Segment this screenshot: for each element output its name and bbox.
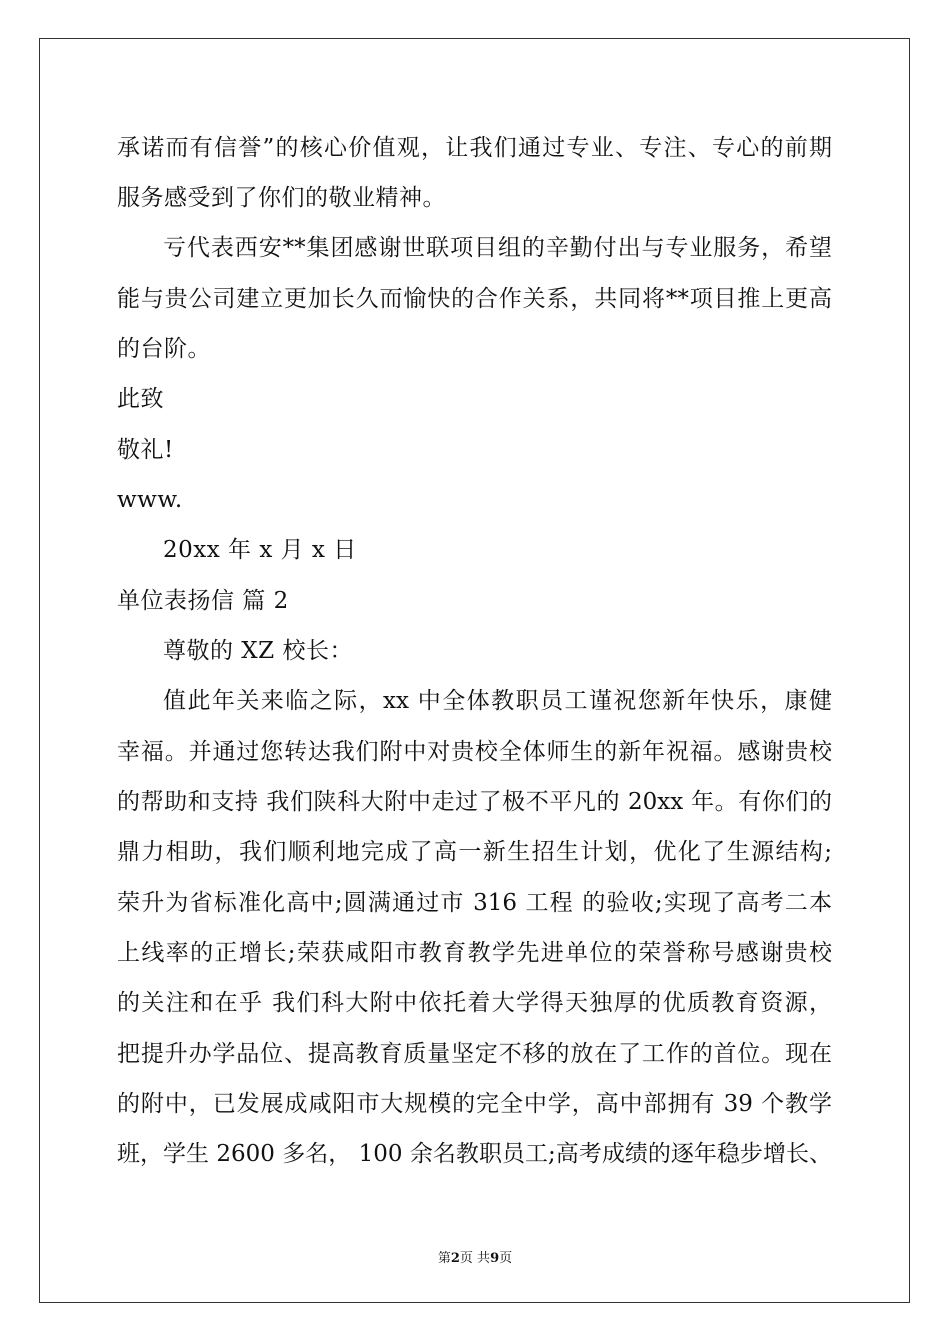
paragraph-line: 上线率的正增长;荣获咸阳市教育教学先进单位的荣誉称号感谢贵校	[117, 940, 832, 966]
website-line: www.	[117, 487, 183, 513]
paragraph-line: 服务感受到了你们的敬业精神。	[117, 185, 446, 211]
paragraph-line: 能与贵公司建立更加长久而愉快的合作关系，共同将**项目推上更高	[117, 286, 832, 312]
closing-line: 敬礼!	[117, 437, 174, 463]
paragraph-line: 班，学生 2600 多名， 100 余名教职员工;高考成绩的逐年稳步增长、	[117, 1141, 832, 1167]
closing-line: 此致	[117, 386, 164, 412]
paragraph-line: 的关注和在乎 我们科大附中依托着大学得天独厚的优质教育资源，	[117, 990, 832, 1016]
paragraph-line: 的台阶。	[117, 336, 211, 362]
footer-mid: 页 共	[459, 1251, 491, 1266]
date-line: 20xx 年 x 月 x 日	[163, 537, 357, 563]
section-heading: 单位表扬信 篇 2	[117, 588, 289, 614]
paragraph-line: 幸福。并通过您转达我们附中对贵校全体师生的新年祝福。感谢贵校	[117, 739, 832, 765]
paragraph-line: 的附中，已发展成咸阳市大规模的完全中学，高中部拥有 39 个教学	[117, 1091, 832, 1117]
salutation: 尊敬的 XZ 校长：	[163, 638, 353, 664]
paragraph-line: 的帮助和支持 我们陕科大附中走过了极不平凡的 20xx 年。有你们的	[117, 789, 832, 815]
page-footer	[0, 1247, 950, 1266]
footer-suffix: 页	[499, 1251, 513, 1266]
paragraph-line: 承诺而有信誉”的核心价值观，让我们通过专业、专注、专心的前期	[117, 135, 832, 161]
total-page-number: 9	[490, 1251, 500, 1266]
footer-prefix: 第	[437, 1251, 451, 1266]
current-page-number: 2	[450, 1251, 460, 1266]
paragraph-line: 亏代表西安**集团感谢世联项目组的辛勤付出与专业服务，希望	[163, 235, 832, 261]
paragraph-line: 鼎力相助，我们顺利地完成了高一新生招生计划，优化了生源结构;	[117, 839, 832, 865]
paragraph-line: 把提升办学品位、提高教育质量坚定不移的放在了工作的首位。现在	[117, 1041, 832, 1067]
paragraph-line: 值此年关来临之际，xx 中全体教职员工谨祝您新年快乐，康健	[163, 688, 832, 714]
paragraph-line: 荣升为省标准化高中;圆满通过市 316 工程 的验收;实现了高考二本	[117, 890, 832, 916]
